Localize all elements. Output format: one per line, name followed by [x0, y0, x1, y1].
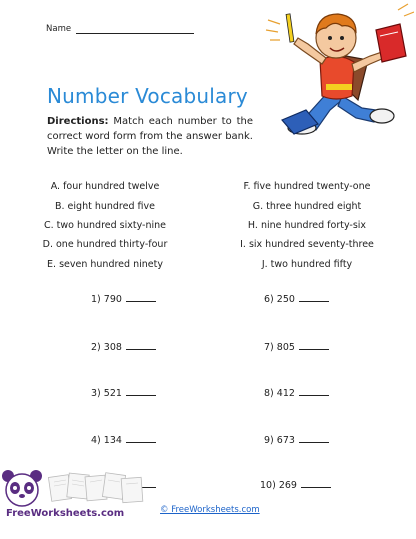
answer-bank-item: A. four hundred twelve: [50, 181, 160, 192]
answer-bank-item: I. six hundred seventy-three: [240, 239, 374, 250]
name-label: Name: [46, 24, 72, 34]
answer-bank-item: B. eight hundred five: [55, 201, 155, 212]
answer-bank-item: D. one hundred thirty-four: [42, 239, 168, 250]
directions-label: Directions:: [47, 116, 109, 127]
freeworksheets-logo: [2, 468, 160, 538]
answer-blank[interactable]: [126, 387, 156, 396]
problem-number: 3) 521: [91, 388, 122, 399]
footer-link[interactable]: © FreeWorksheets.com: [160, 505, 260, 515]
problem-item: [264, 341, 329, 353]
answer-bank-item: E. seven hundred ninety: [47, 259, 163, 270]
problem-number: 7) 805: [264, 342, 295, 353]
problem-item: [91, 387, 156, 399]
answer-bank-item: J. two hundred fifty: [261, 259, 353, 270]
problem-item: [91, 434, 156, 446]
problem-number: 6) 250: [264, 294, 295, 305]
problem-number: 9) 673: [264, 435, 295, 446]
directions-text: Match each number to the correct word form from the answer bank. Write the letter on the line.: [47, 116, 253, 157]
problem-number: 10) 269: [260, 480, 297, 491]
name-line[interactable]: [76, 33, 194, 34]
answer-blank[interactable]: [299, 341, 329, 350]
problem-item: [264, 434, 329, 446]
problem-number: 8) 412: [264, 388, 295, 399]
answer-bank-item: H. nine hundred forty-six: [247, 220, 367, 231]
problem-item: [91, 293, 156, 305]
problem-number: 2) 308: [91, 342, 122, 353]
boy-with-books-illustration: [258, 0, 414, 138]
answer-bank-item: C. two hundred sixty-nine: [43, 220, 167, 231]
answer-bank-item: F. five hundred twenty-one: [243, 181, 371, 192]
answer-blank[interactable]: [301, 479, 331, 488]
directions: [47, 114, 253, 159]
problem-item: [264, 387, 329, 399]
problem-item: [260, 479, 331, 491]
logo-text: FreeWorksheets.com: [6, 508, 125, 519]
problem-item: [264, 293, 329, 305]
answer-blank[interactable]: [299, 387, 329, 396]
problem-number: 4) 134: [91, 435, 122, 446]
answer-blank[interactable]: [126, 293, 156, 302]
answer-bank-item: G. three hundred eight: [252, 201, 362, 212]
page-title: Number Vocabulary: [47, 84, 248, 108]
answer-blank[interactable]: [299, 293, 329, 302]
answer-blank[interactable]: [126, 341, 156, 350]
answer-blank[interactable]: [126, 434, 156, 443]
answer-blank[interactable]: [299, 434, 329, 443]
problem-item: [91, 341, 156, 353]
problem-number: 1) 790: [91, 294, 122, 305]
